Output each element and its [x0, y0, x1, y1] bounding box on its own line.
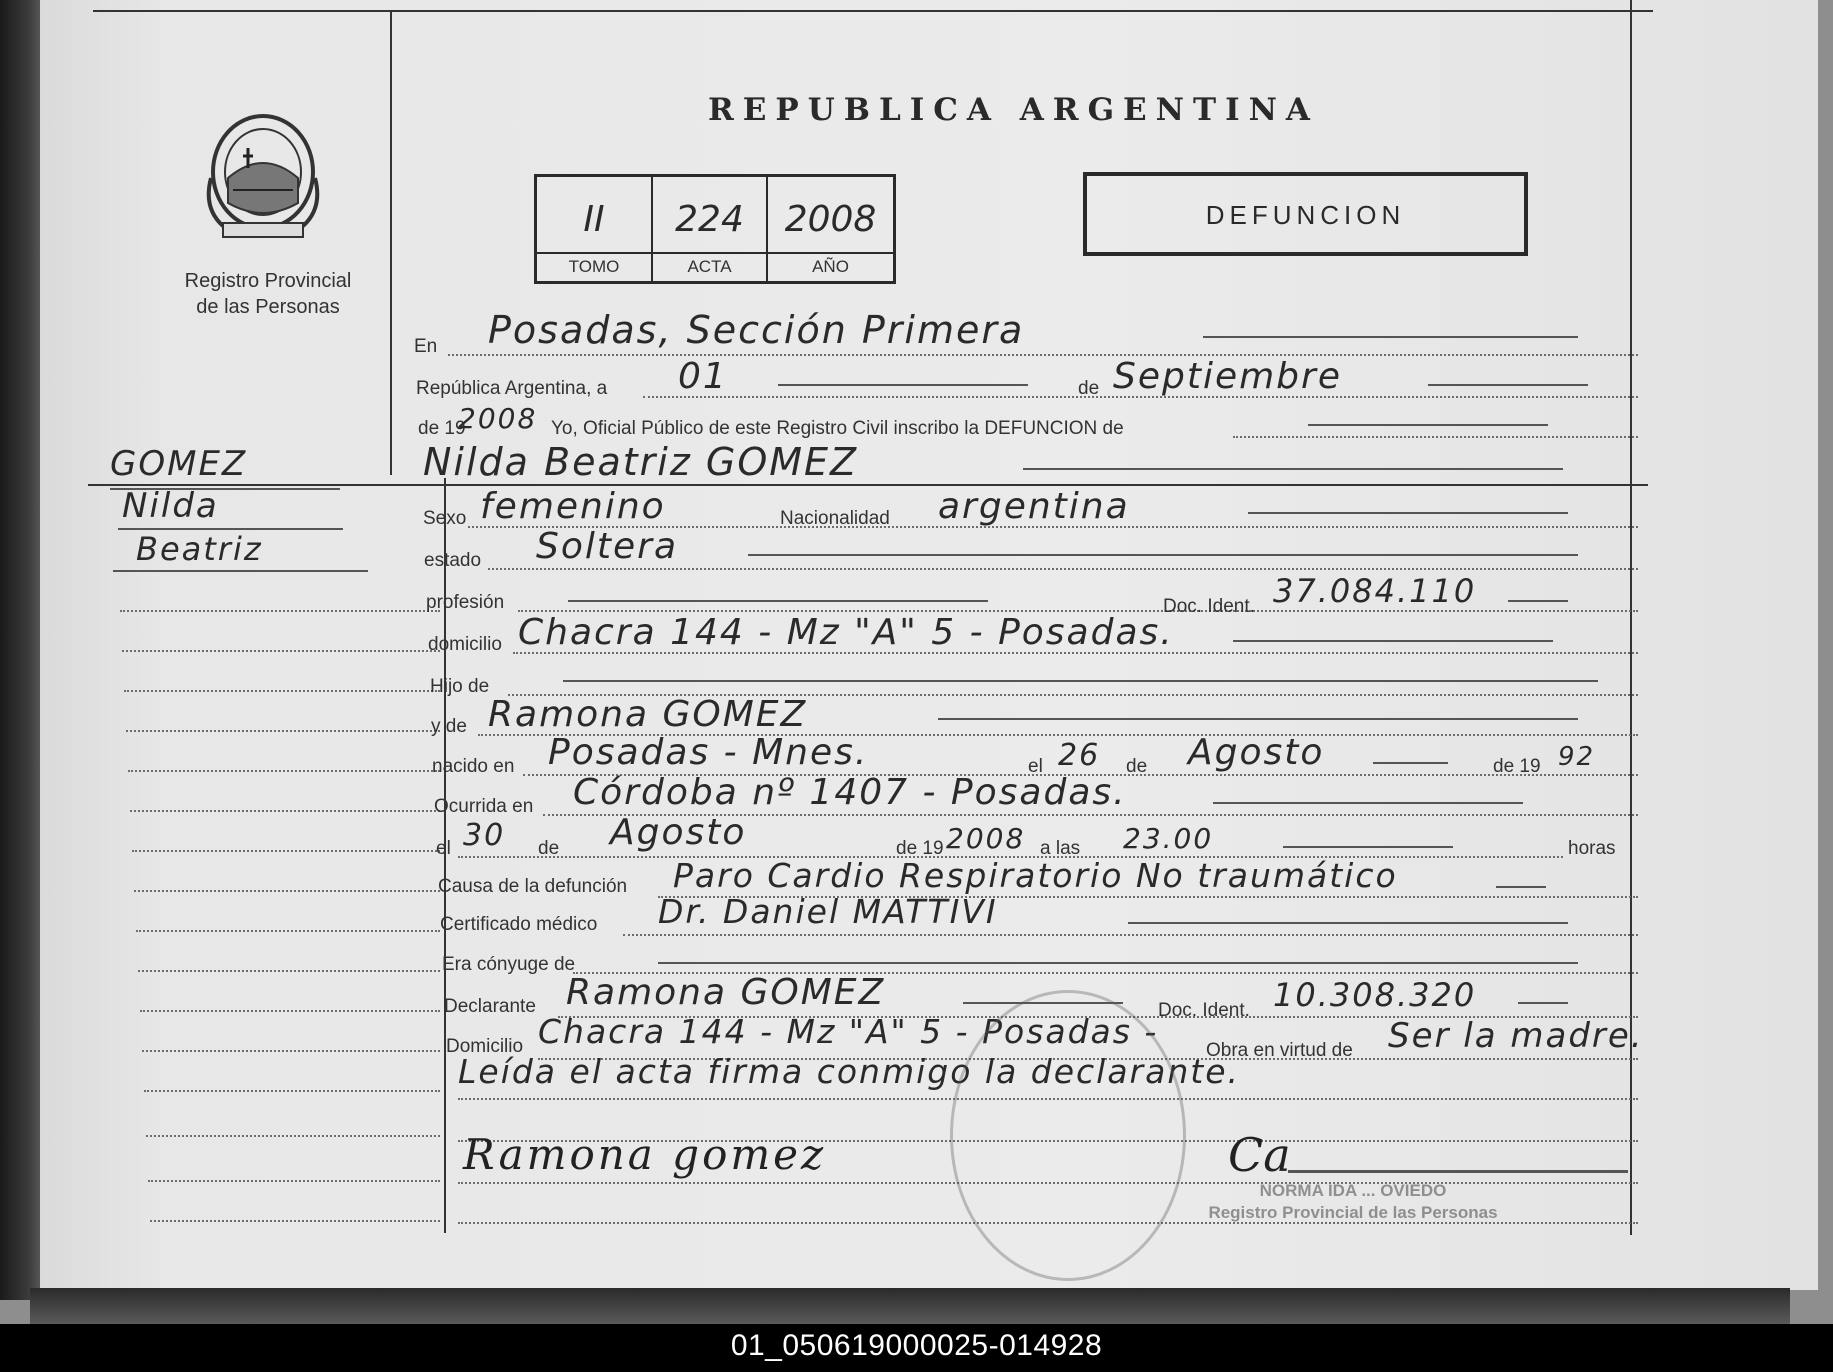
acta-label: ACTA: [653, 252, 766, 277]
tomo-value: II: [583, 199, 605, 240]
estado-dotted-line: [488, 568, 1638, 570]
hijo-de-label: Hijo de: [430, 676, 490, 697]
en-filler: [1203, 336, 1578, 338]
en-value: Posadas, Sección Primera: [488, 308, 1025, 352]
record-type: DEFUNCION: [1205, 200, 1406, 230]
tomo-cell: [537, 177, 653, 281]
margin-dotted-line: [124, 690, 440, 692]
image-id-label: 01_050619000025-014928: [730, 1329, 1103, 1362]
birth-month-value: Agosto: [1188, 732, 1325, 773]
estado-value: Soltera: [536, 526, 679, 567]
sexo-label: Sexo: [423, 508, 467, 529]
nacionalidad-value: argentina: [938, 486, 1130, 527]
registry-name: [148, 268, 388, 320]
book-binding: [0, 0, 40, 1300]
decl-doc-label: Doc. Ident.: [1158, 1000, 1250, 1021]
birth-year-value: 92: [1558, 742, 1596, 772]
officer-signature-stroke: [1288, 1170, 1628, 1173]
nacido-en-label: nacido en: [432, 756, 515, 777]
stamp-text-line1: NORMA IDA ... OVIEDO: [1259, 1181, 1447, 1200]
official-stamp: [950, 990, 1186, 1281]
day-value: 01: [678, 356, 728, 397]
profesion-label: profesión: [426, 592, 505, 613]
decl-doc-filler: [1518, 1002, 1568, 1004]
birth-de-label: de: [1126, 756, 1148, 777]
margin-dotted-line: [148, 1180, 440, 1182]
stamp-text: [1188, 1180, 1518, 1224]
margin-dotted-line: [128, 770, 440, 772]
death-year-value: 2008: [946, 822, 1026, 855]
margin-first-name: Nilda: [122, 486, 219, 526]
causa-filler: [1496, 886, 1546, 888]
death-month-value: Agosto: [610, 812, 747, 853]
estado-label: estado: [424, 550, 482, 571]
hijo-de-filler: [563, 680, 1598, 682]
margin-dotted-line: [122, 650, 440, 652]
margin-surname: GOMEZ: [110, 444, 248, 484]
doc-ident-value: 37.084.110: [1273, 572, 1477, 610]
birth-day-value: 26: [1058, 738, 1101, 773]
decl-domicilio-label: Domicilio: [446, 1036, 524, 1057]
death-year-label: de 19: [896, 838, 944, 859]
margin-dotted-line: [132, 850, 440, 852]
certificado-value: Dr. Daniel MATTIVI: [658, 892, 998, 931]
en-dotted-line: [448, 354, 1638, 356]
left-column-divider: [390, 10, 392, 475]
time-filler: [1283, 846, 1453, 848]
nacionalidad-label: Nacionalidad: [780, 508, 890, 529]
top-rule: [93, 10, 1653, 12]
year-value: 2008: [458, 402, 538, 435]
doc-ident-filler: [1508, 600, 1568, 602]
republica-label: República Argentina, a: [416, 378, 608, 399]
declarant-signature: Ramona gomez: [463, 1130, 827, 1179]
conyuge-label: Era cónyuge de: [442, 954, 576, 975]
month-value: Septiembre: [1113, 356, 1342, 397]
declarante-label: Declarante: [444, 996, 536, 1017]
margin-dotted-line: [142, 1050, 440, 1052]
obra-value: Ser la madre.: [1388, 1016, 1644, 1056]
margin-dotted-line: [130, 810, 440, 812]
ano-label: AÑO: [768, 252, 893, 277]
margin-line: [113, 570, 368, 572]
statement-dotted-line: [1233, 436, 1638, 438]
margin-dotted-line: [144, 1090, 440, 1092]
month-filler: [1428, 384, 1588, 386]
conyuge-filler: [658, 962, 1578, 964]
margin-dotted-line: [146, 1135, 440, 1137]
tomo-label: TOMO: [537, 252, 651, 277]
ocurrida-filler: [1213, 802, 1523, 804]
domicilio-dotted-line: [513, 652, 1638, 654]
y-de-filler: [938, 718, 1578, 720]
domicilio-filler: [1233, 640, 1553, 642]
registration-table: [534, 174, 896, 284]
death-time-value: 23.00: [1123, 822, 1214, 855]
name-section-rule: [88, 484, 1648, 486]
margin-dotted-line: [126, 730, 440, 732]
death-el-label: el: [436, 838, 451, 859]
domicilio-label: domicilio: [428, 634, 502, 655]
acta-cell: [653, 177, 768, 281]
name-filler: [1023, 468, 1563, 470]
nacido-en-value: Posadas - Mnes.: [548, 732, 869, 773]
ocurrida-label: Ocurrida en: [434, 796, 534, 817]
decl-domicilio-value: Chacra 144 - Mz "A" 5 - Posadas -: [538, 1012, 1159, 1051]
sexo-value: femenino: [480, 486, 666, 527]
a-las-label: a las: [1040, 838, 1081, 859]
death-de-label: de: [538, 838, 560, 859]
registry-name-line2: de las Personas: [196, 296, 340, 318]
margin-dotted-line: [120, 610, 440, 612]
horas-label: horas: [1568, 838, 1616, 859]
causa-label: Causa de la defunción: [438, 876, 628, 897]
margin-second-name: Beatriz: [136, 530, 263, 568]
en-label: En: [414, 336, 438, 357]
birth-year-label: de 19: [1493, 756, 1541, 777]
obra-label: Obra en virtud de: [1206, 1040, 1353, 1061]
y-de-label: y de: [431, 716, 467, 737]
margin-dotted-line: [140, 1010, 440, 1012]
book-bottom-edge: [30, 1288, 1790, 1324]
certificado-dotted-line: [623, 934, 1638, 936]
day-filler: [778, 384, 1028, 386]
acta-value: 224: [675, 199, 744, 240]
ano-cell: [768, 177, 893, 281]
nacionalidad-filler: [1248, 512, 1568, 514]
ano-value: 2008: [784, 199, 877, 240]
profesion-filler: [568, 600, 988, 602]
provincial-seal-icon: [203, 108, 323, 243]
declarante-value: Ramona GOMEZ: [566, 972, 886, 1013]
estado-filler: [748, 554, 1578, 556]
margin-dotted-line: [134, 890, 440, 892]
birth-month-filler: [1373, 762, 1448, 764]
margin-dotted-line: [136, 930, 440, 932]
y-de-value: Ramona GOMEZ: [488, 694, 808, 735]
document-page: [18, 0, 1818, 1290]
decl-doc-value: 10.308.320: [1273, 976, 1477, 1014]
year-prefix-label: de 19: [418, 418, 466, 439]
ocurrida-value: Córdoba nº 1407 - Posadas.: [573, 772, 1127, 813]
certificado-filler: [1128, 922, 1568, 924]
doc-ident-label: Doc. Ident.: [1163, 596, 1255, 617]
stamp-text-line2: Registro Provincial de las Personas: [1208, 1203, 1498, 1222]
registry-name-line1: Registro Provincial: [184, 270, 352, 292]
deceased-name: Nilda Beatriz GOMEZ: [423, 440, 859, 484]
closing-note: Leída el acta firma conmigo la declarante.: [458, 1052, 1240, 1091]
domicilio-value: Chacra 144 - Mz "A" 5 - Posadas.: [518, 612, 1174, 653]
officer-signature: Ca: [1228, 1128, 1291, 1182]
country-title: REPUBLICA ARGENTINA: [708, 92, 1319, 128]
causa-value: Paro Cardio Respiratorio No traumático: [673, 856, 1398, 895]
margin-dotted-line: [138, 970, 440, 972]
certificado-label: Certificado médico: [440, 914, 598, 935]
statement-text: Yo, Oficial Público de este Registro Civil inscribo la DEFUNCION de: [551, 418, 1124, 439]
statement-filler: [1308, 424, 1548, 426]
margin-dotted-line: [150, 1220, 440, 1222]
birth-el-label: el: [1028, 756, 1043, 777]
death-day-value: 30: [463, 818, 506, 853]
record-type-box: [1083, 172, 1528, 256]
de-label: de: [1078, 378, 1100, 399]
